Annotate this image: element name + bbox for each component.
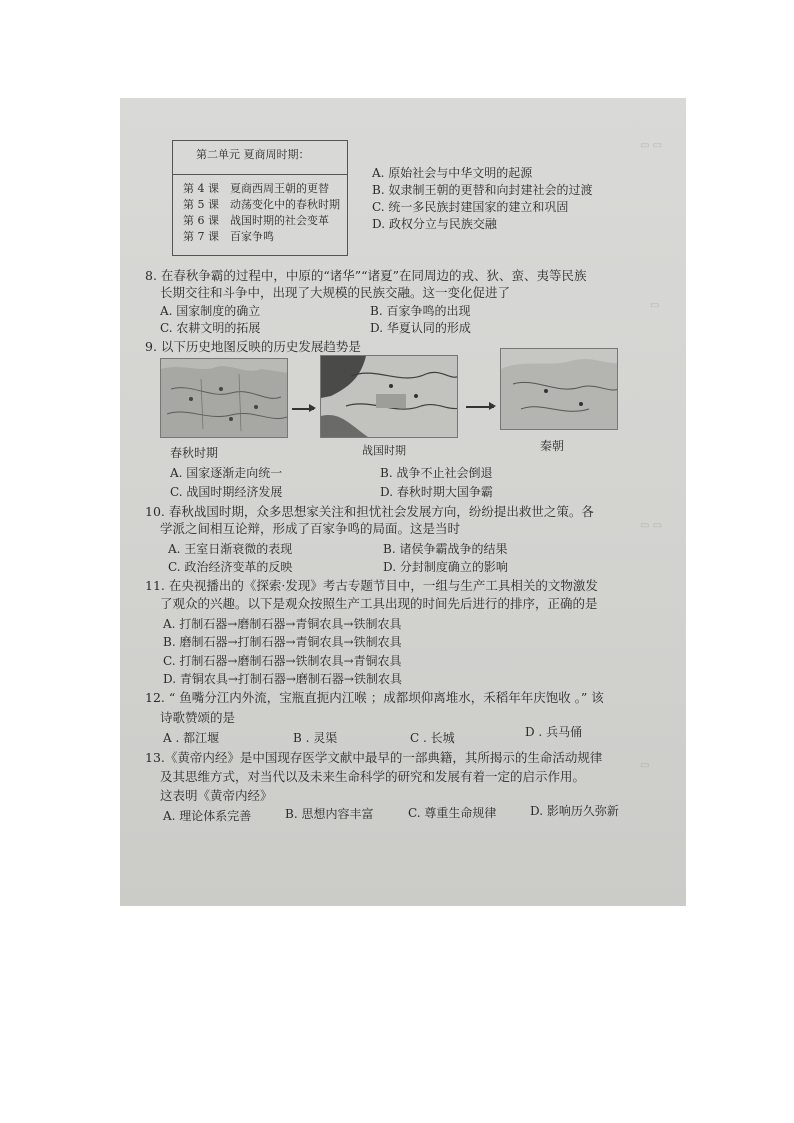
map-spring-autumn — [160, 358, 288, 438]
q8-stem: 长期交往和斗争中，出现了大规模的民族交融。这一变化促进了 — [160, 285, 511, 300]
arrow-icon — [466, 406, 494, 408]
q8-option-d: D. 华夏认同的形成 — [370, 321, 471, 335]
q7-option-d: D. 政权分立与民族交融 — [372, 217, 497, 231]
map-qin-dynasty — [500, 348, 618, 430]
q7-option-a: A. 原始社会与中华文明的起源 — [372, 166, 533, 180]
unit-table-row: 第 5 课 动荡变化中的春秋时期 — [183, 198, 340, 211]
map-caption-warring-states: 战国时期 — [362, 444, 406, 457]
q9-stem: 9. 以下历史地图反映的历史发展趋势是 — [145, 339, 361, 354]
q13-stem: 及其思维方式，对当代以及未来生命科学的研究和发展有着一定的启示作用。 — [160, 769, 586, 784]
q13-option-a: A. 理论体系完善 — [163, 809, 252, 823]
q13-stem: 这表明《黄帝内经》 — [160, 788, 273, 803]
q7-option-c: C. 统一多民族封建国家的建立和巩固 — [372, 200, 569, 214]
q13-option-c: C. 尊重生命规律 — [408, 806, 497, 820]
arrow-icon — [292, 408, 314, 410]
q13-option-d: D. 影响历久弥新 — [530, 804, 619, 818]
q11-stem: 了观众的兴趣。以下是观众按照生产工具出现的时间先后进行的排序，正确的是 — [160, 596, 598, 611]
unit-table-row: 第 4 课 夏商西周王朝的更替 — [183, 182, 329, 195]
unit-table-row: 第 7 课 百家争鸣 — [183, 230, 274, 243]
bleed-through-marks: ▭ — [640, 760, 650, 771]
map-caption-spring-autumn: 春秋时期 — [170, 446, 219, 460]
q10-stem: 10. 春秋战国时期，众多思想家关注和担忧社会发展方向，纷纷提出救世之策。各 — [145, 504, 594, 519]
q7-option-b: B. 奴隶制王朝的更替和向封建社会的过渡 — [372, 183, 593, 197]
q11-option-c: C. 打制石器→磨制石器→铁制农具→青铜农具 — [163, 654, 402, 668]
q8-stem: 8. 在春秋争霸的过程中，中原的“诸华”“诸夏”在同周边的戎、狄、蛮、夷等民族 — [145, 268, 587, 283]
q8-option-c: C. 农耕文明的拓展 — [160, 321, 261, 335]
bleed-through-marks: ▭ ▭ — [640, 140, 663, 151]
q12-option-d: D . 兵马俑 — [525, 725, 583, 739]
q12-stem: 12. “ 鱼嘴分江内外流，宝瓶直扼内江喉 ；成都坝仰离堆水，禾稻年年庆饱收 。” 该 — [145, 690, 604, 705]
bleed-through-marks: ▭ — [650, 300, 660, 311]
map-caption-qin: 秦朝 — [540, 439, 565, 453]
q10-stem: 学派之间相互论辩，形成了百家争鸣的局面。这是当时 — [160, 521, 461, 536]
q12-option-a: A . 都江堰 — [163, 731, 220, 745]
q13-option-b: B. 思想内容丰富 — [285, 807, 374, 821]
unit-table-row: 第 6 课 战国时期的社会变革 — [183, 214, 329, 227]
q9-option-a: A. 国家逐渐走向统一 — [170, 466, 283, 480]
q12-option-c: C . 长城 — [410, 731, 455, 745]
q11-option-d: D. 青铜农具→打制石器→磨制石器→铁制农具 — [163, 672, 402, 686]
unit-table-header: 第二单元 夏商周时期： — [196, 148, 310, 161]
q12-stem: 诗歌赞颂的是 — [160, 710, 236, 725]
q10-option-d: D. 分封制度确立的影响 — [383, 560, 508, 574]
q8-option-a: A. 国家制度的确立 — [160, 304, 261, 318]
q11-option-a: A. 打制石器→磨制石器→青铜农具→铁制农具 — [163, 617, 402, 631]
q11-option-b: B. 磨制石器→打制石器→青铜农具→铁制农具 — [163, 635, 402, 649]
q8-option-b: B. 百家争鸣的出现 — [370, 304, 471, 318]
q9-option-d: D. 春秋时期大国争霸 — [380, 485, 493, 499]
q10-option-a: A. 王室日渐衰微的表现 — [168, 542, 293, 556]
q12-option-b: B . 灵渠 — [293, 731, 338, 745]
q9-option-c: C. 战国时期经济发展 — [170, 485, 283, 499]
q10-option-b: B. 诸侯争霸战争的结果 — [383, 542, 508, 556]
q13-stem: 13.《黄帝内经》是中国现存医学文献中最早的一部典籍，其所揭示的生命活动规律 — [145, 750, 603, 765]
q9-option-b: B. 战争不止社会倒退 — [380, 466, 493, 480]
q11-stem: 11. 在央视播出的《探索·发现》考古专题节目中，一组与生产工具相关的文物激发 — [145, 578, 598, 593]
map-warring-states — [320, 355, 458, 438]
bleed-through-marks: ▭ ▭ — [640, 520, 663, 531]
q10-option-c: C. 政治经济变革的反映 — [168, 560, 293, 574]
